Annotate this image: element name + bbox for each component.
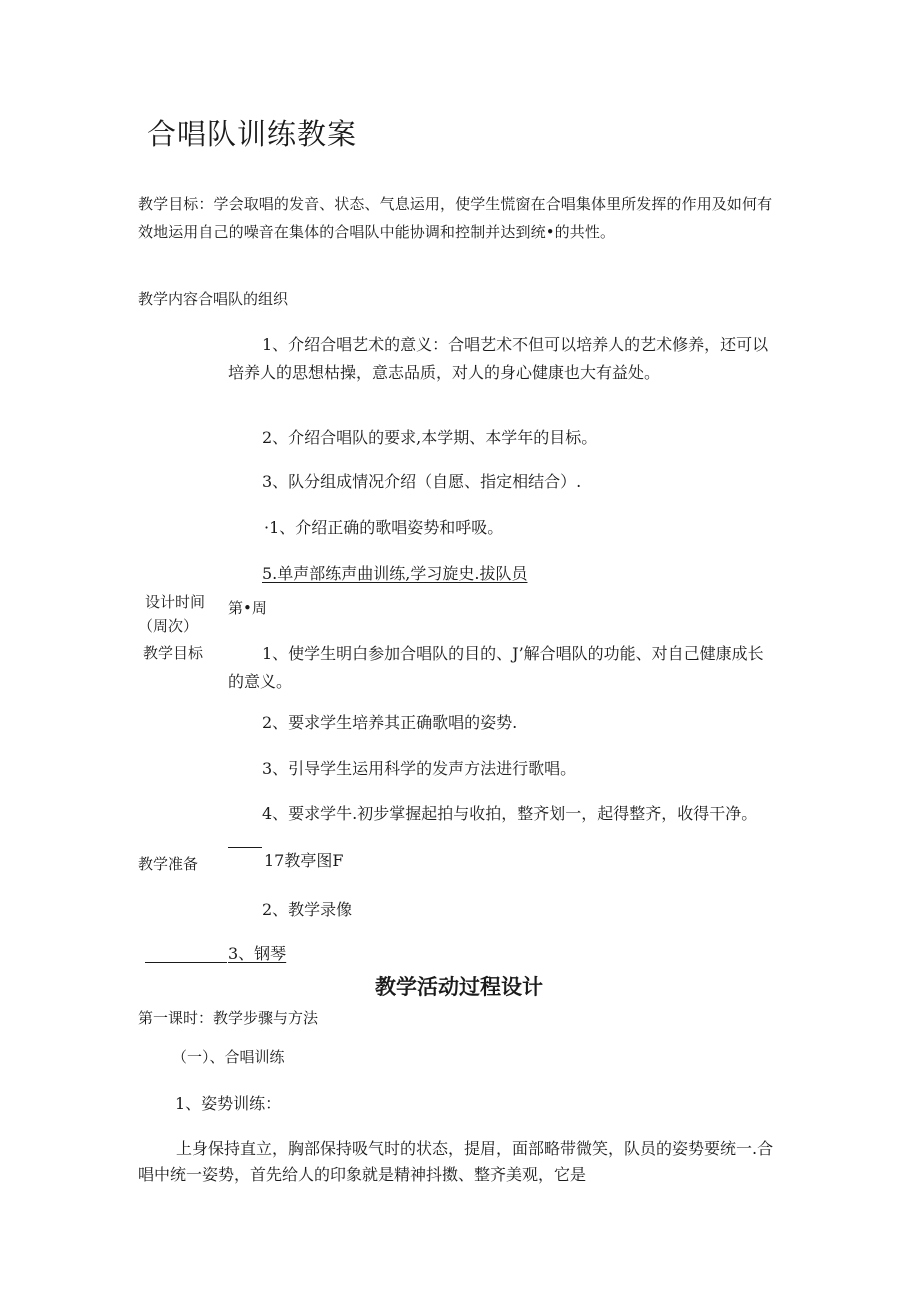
section-one-heading: （一）、合唱训练 <box>172 1048 285 1066</box>
subsection-one-heading: 1、姿势训练： <box>175 1094 282 1113</box>
lesson-one-heading: 第一课时：教学步骤与方法 <box>138 1009 319 1027</box>
prep-leader-rule <box>145 962 227 963</box>
prep-item-3: 3、钢琴 <box>228 944 287 963</box>
prep-item-2: 2、教学录像 <box>262 900 353 919</box>
underline-rule <box>228 847 262 848</box>
week-value: 第•周 <box>228 599 267 617</box>
design-time-label: 设计时间 <box>145 593 206 611</box>
prep-item-1: 17教亭图F <box>264 851 344 870</box>
teaching-objective: 教学目标：学会取唱的发音、状态、气息运用，使学生慌窗在合唱集体里所发挥的作用及如何有效地运用自己的噪音在集体的合唱队中能协调和控制并达到统•的共性。 <box>138 195 773 241</box>
goal-item-1: 1、使学生明白参加合唱队的目的、J’解合唱队的功能、对自己健康成长的意义。 <box>228 644 764 691</box>
goals-label: 教学目标 <box>143 644 204 662</box>
posture-paragraph: 上身保持直立，胸部保持吸气时的状态，提眉，面部略带微笑，队员的姿势要统一.合唱中统一姿势，首先给人的印象就是精神抖擞、整齐美观，它是 <box>138 1139 774 1184</box>
prep-label: 教学准备 <box>138 855 199 873</box>
content-item-5: 5.单声部练声曲训练,学习旋史.拔队员 <box>262 564 528 583</box>
content-item-2: 2、介绍合唱队的要求,本学期、本学年的目标。 <box>262 428 598 447</box>
content-item-1: 1、介绍合唱艺术的意义：合唱艺术不但可以培养人的艺术修养，还可以培养人的思想枯操，意志品质，对人的身心健康也大有益处。 <box>228 335 769 382</box>
document-title: 合唱队训练教案 <box>147 117 358 151</box>
goal-item-2: 2、要求学生培养其正确歌唱的姿势. <box>262 713 518 732</box>
week-paren-label: （周次） <box>138 617 199 635</box>
content-item-4: ·1、介绍正确的歌唱姿势和呼吸。 <box>264 518 504 537</box>
content-heading: 教学内容合唱队的组织 <box>138 290 289 308</box>
goal-item-4: 4、要求学牛.初步掌握起拍与收拍，整齐划一，起得整齐，收得干净。 <box>262 804 758 823</box>
process-title: 教学活动过程设计 <box>375 975 543 999</box>
content-item-3: 3、队分组成情况介绍（自愿、指定相结合）. <box>262 472 582 491</box>
goal-item-3: 3、引导学生运用科学的发声方法进行歌唱。 <box>262 759 577 778</box>
